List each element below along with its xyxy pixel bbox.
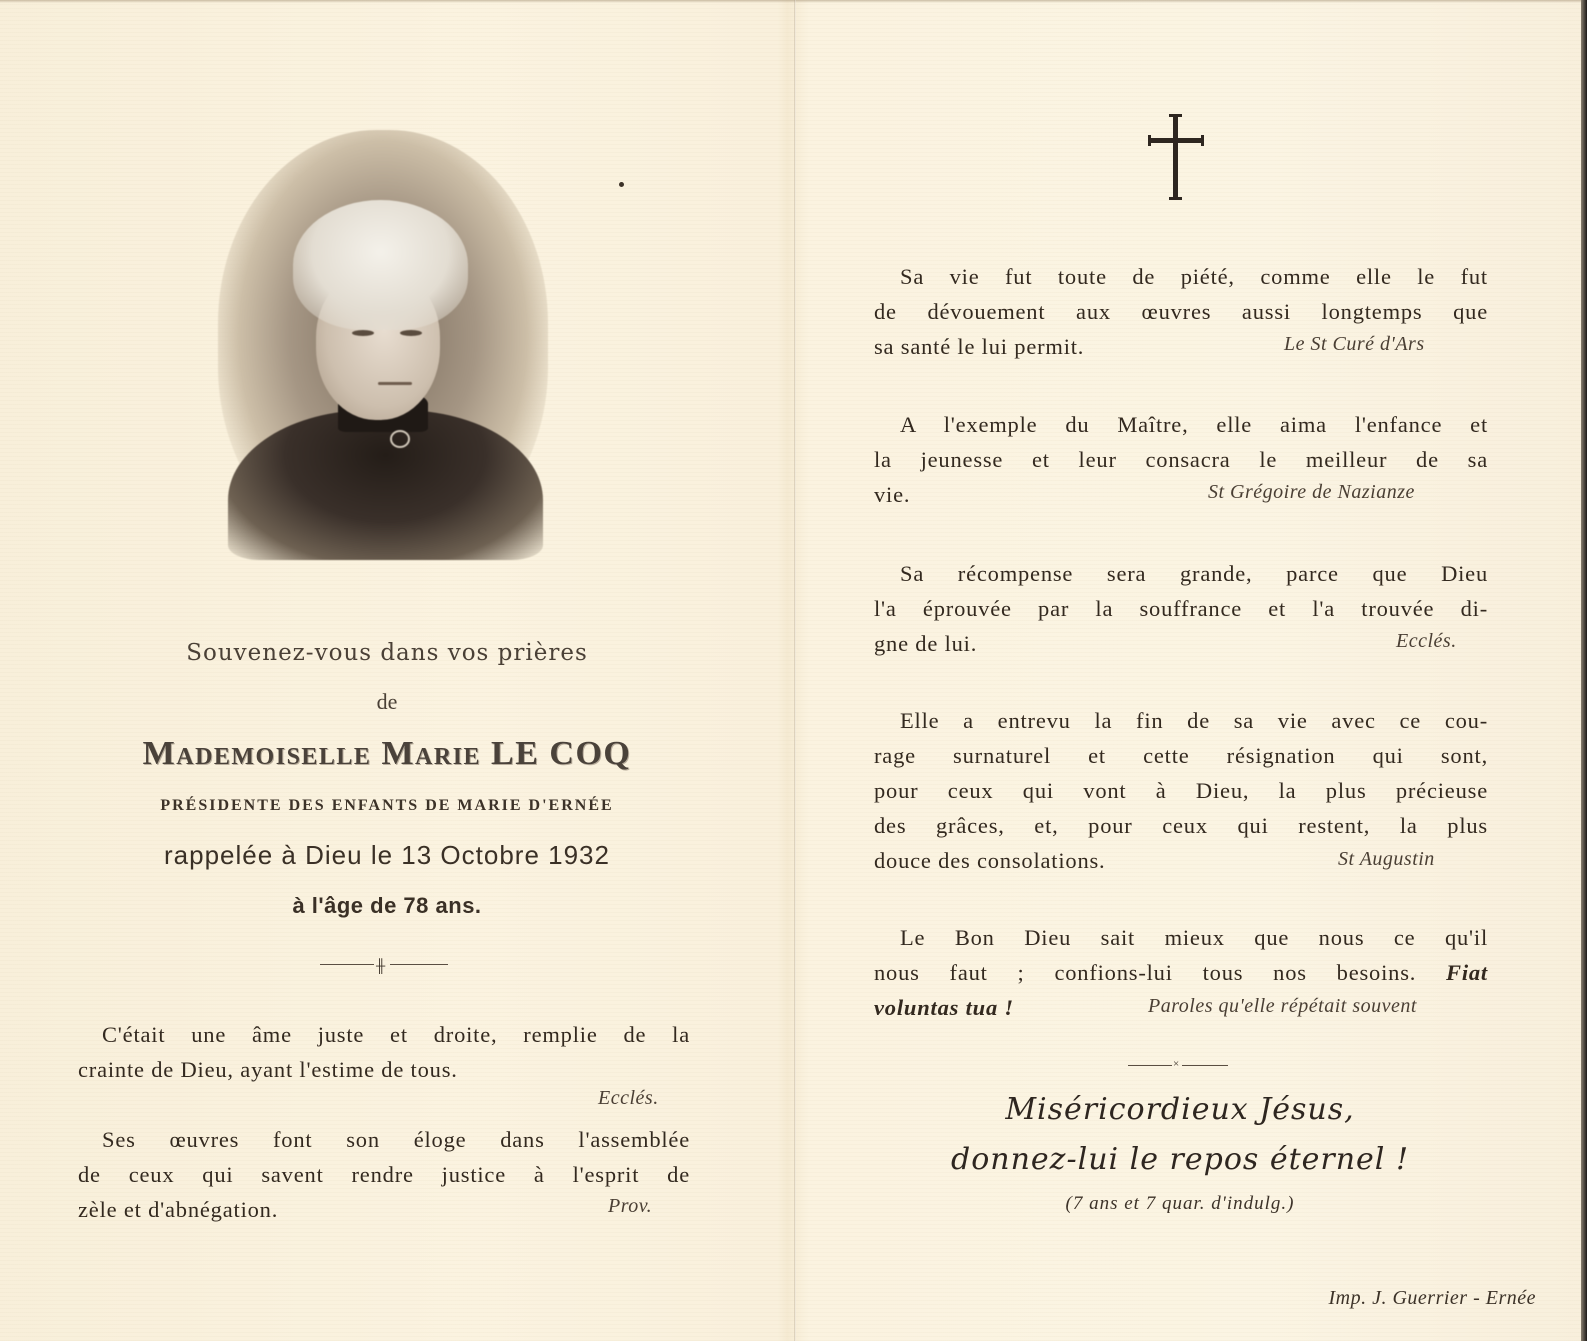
quote-line: de ceux qui savent rendre justice à l'esprit de <box>78 1162 690 1187</box>
ornament-divider-icon: × <box>1128 1059 1228 1073</box>
quote-line: pour ceux qui vont à Dieu, la plus précieuse <box>874 778 1488 803</box>
quote-line: Sa vie fut toute de piété, comme elle le fut <box>900 264 1488 289</box>
card-right-edge <box>1581 0 1587 1341</box>
latin-phrase: Fiat <box>1446 960 1488 985</box>
deceased-title: PRÉSIDENTE DES ENFANTS DE MARIE D'ERNÉE <box>160 797 614 814</box>
quote-line: crainte de Dieu, ayant l'estime de tous. <box>78 1057 458 1082</box>
quote-source: Prov. <box>608 1195 653 1217</box>
quote-source: Ecclés. <box>598 1087 659 1109</box>
portrait-eye <box>400 330 422 336</box>
deceased-name: Mademoiselle Marie LE COQ <box>142 735 632 772</box>
ornament-divider-icon: ╫ <box>320 958 448 972</box>
latin-cross-icon <box>1148 114 1204 200</box>
quote-source: Ecclés. <box>1396 630 1457 652</box>
center-fold <box>794 0 796 1341</box>
quote-line: la jeunesse et leur consacra le meilleur de sa <box>874 447 1488 472</box>
brooch-icon <box>390 430 410 448</box>
quote-text: nous faut ; confions-lui tous nos besoins. <box>874 960 1417 985</box>
quote-line: de dévouement aux œuvres aussi longtemps que <box>874 299 1488 324</box>
quote-line: des grâces, et, pour ceux qui restent, la plus <box>874 813 1488 838</box>
quote-source: St Grégoire de Nazianze <box>1208 481 1415 503</box>
souvenez-line: Souvenez-vous dans vos prières <box>186 640 588 666</box>
quote-line: rage surnaturel et cette résignation qui sont, <box>874 743 1488 768</box>
de-line: de <box>376 689 398 714</box>
ink-speck <box>619 182 624 187</box>
quote-source: Paroles qu'elle répétait souvent <box>1148 995 1417 1017</box>
quote-line: l'a éprouvée par la souffrance et l'a trouvée di- <box>874 596 1488 621</box>
quote-line: Sa récompense sera grande, parce que Dieu <box>900 561 1488 586</box>
quote-line: zèle et d'abnégation. <box>78 1197 279 1222</box>
quote-line: Ses œuvres font son éloge dans l'assemblée <box>102 1127 690 1152</box>
quote-line: douce des consolations. <box>874 848 1106 873</box>
quote-line <box>874 955 1488 990</box>
quote-paragraph <box>78 1017 690 1087</box>
quote-source: St Augustin <box>1338 848 1435 870</box>
prayer-line-2: donnez-lui le repos éternel ! <box>951 1142 1409 1177</box>
quote-line: gne de lui. <box>874 631 978 656</box>
quote-line: vie. <box>874 482 911 507</box>
prayer-line-1: Miséricordieux Jésus, <box>1005 1092 1355 1127</box>
portrait-mouth <box>378 382 412 385</box>
quote-line: Elle a entrevu la fin de sa vie avec ce cou- <box>900 708 1488 733</box>
quote-line: Le Bon Dieu sait mieux que nous ce qu'il <box>900 925 1488 950</box>
quote-line: sa santé le lui permit. <box>874 334 1085 359</box>
latin-phrase: voluntas tua ! <box>874 995 1014 1020</box>
portrait-dress <box>228 410 543 560</box>
portrait-eye <box>352 330 374 336</box>
printer-imprint: Imp. J. Guerrier - Ernée <box>1328 1287 1536 1309</box>
portrait-hair <box>293 200 468 330</box>
indulgence-note: (7 ans et 7 quar. d'indulg.) <box>1065 1193 1295 1214</box>
quote-line: C'était une âme juste et droite, remplie de la <box>102 1022 690 1047</box>
quote-line: A l'exemple du Maître, elle aima l'enfance et <box>900 412 1488 437</box>
portrait-photo <box>218 130 548 560</box>
age-at-death: à l'âge de 78 ans. <box>292 893 482 918</box>
quote-paragraph <box>78 1122 690 1227</box>
death-date: rappelée à Dieu le 13 Octobre 1932 <box>164 840 610 870</box>
quote-source: Le St Curé d'Ars <box>1284 333 1425 355</box>
